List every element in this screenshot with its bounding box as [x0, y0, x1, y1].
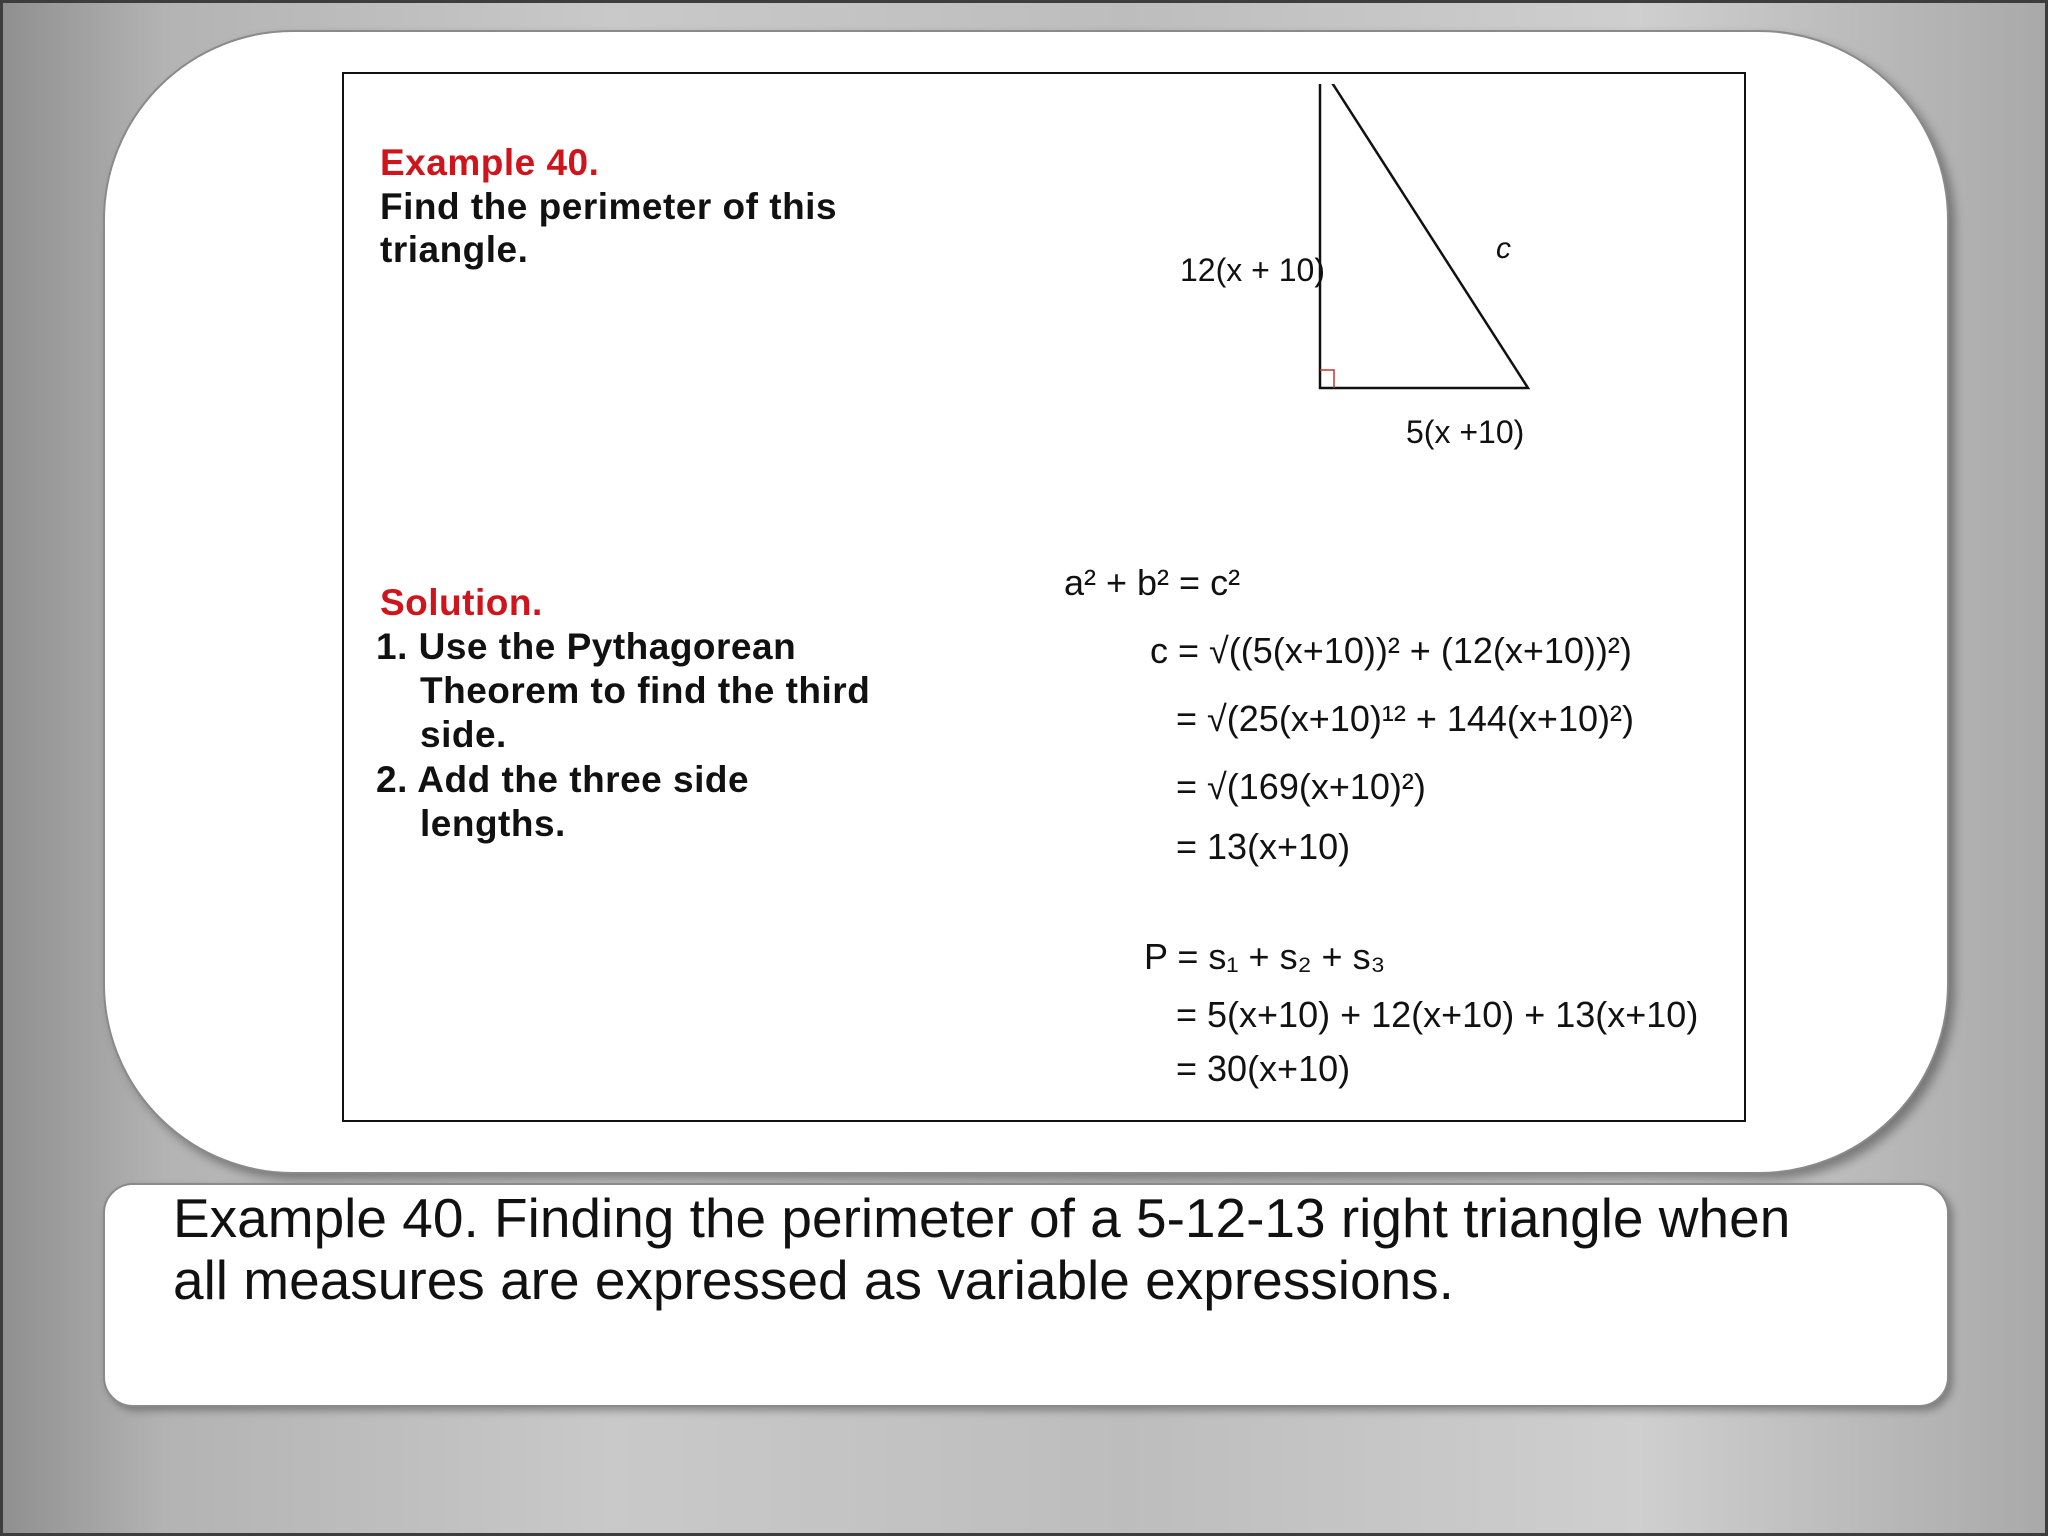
solution-step2-line2: lengths.	[420, 803, 566, 844]
triangle-hypotenuse-label: c	[1496, 232, 1511, 265]
solution-step2-line1: 2. Add the three side	[376, 759, 750, 800]
perimeter-equation-step1: P = s₁ + s₂ + s₃	[1144, 936, 1386, 977]
caption-line2: all measures are expressed as variable expressions.	[173, 1249, 1454, 1311]
solution-title: Solution.	[380, 582, 543, 623]
caption-box	[103, 1183, 1949, 1407]
right-angle-marker	[1320, 370, 1334, 388]
triangle-vertical-label: 12(x + 10)	[1180, 252, 1325, 288]
c-equation-step1: c = √((5(x+10))² + (12(x+10))²)	[1150, 630, 1632, 671]
solution-step1-line3: side.	[420, 714, 507, 755]
solution-step1-line2: Theorem to find the third	[420, 670, 871, 711]
pythagorean-equation: a² + b² = c²	[1064, 562, 1241, 603]
caption-line1: Example 40. Finding the perimeter of a 5-12-13 right triangle when	[173, 1187, 1791, 1249]
c-equation-step2: = √(25(x+10)¹² + 144(x+10)²)	[1176, 698, 1634, 739]
perimeter-equation-step3: = 30(x+10)	[1176, 1048, 1351, 1089]
solution-step1-line1: 1. Use the Pythagorean	[376, 626, 797, 667]
example-title: Example 40.	[380, 142, 600, 183]
c-equation-step4: = 13(x+10)	[1176, 826, 1351, 867]
caption-text	[173, 1187, 1913, 1311]
triangle-base-label: 5(x +10)	[1406, 414, 1525, 450]
slide-content	[342, 72, 1746, 1122]
example-prompt-line2: triangle.	[380, 229, 529, 270]
c-equation-step3: = √(169(x+10)²)	[1176, 766, 1426, 807]
example-prompt-line1: Find the perimeter of this	[380, 186, 838, 227]
right-triangle-diagram	[1304, 84, 1644, 414]
perimeter-equation-step2: = 5(x+10) + 12(x+10) + 13(x+10)	[1176, 994, 1699, 1035]
